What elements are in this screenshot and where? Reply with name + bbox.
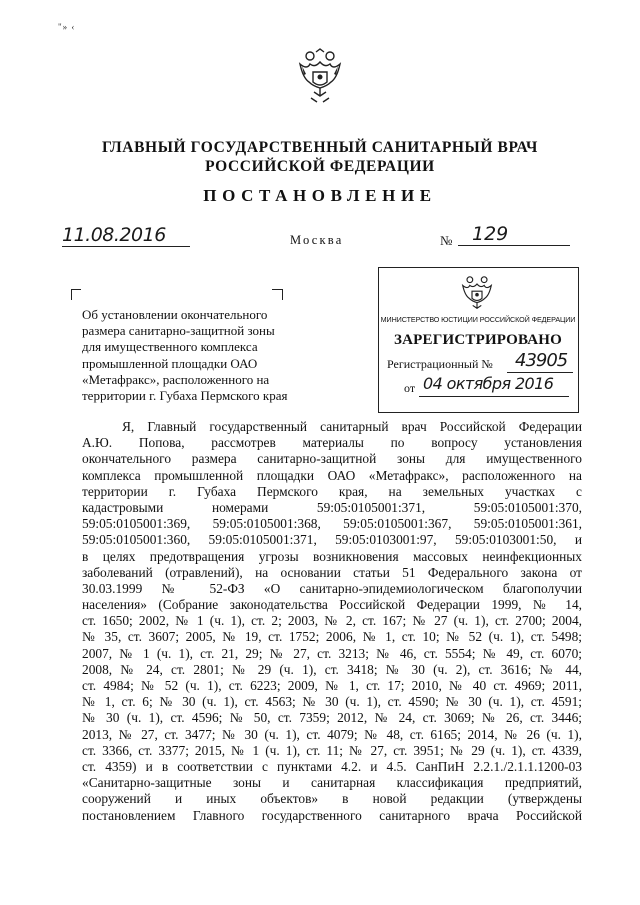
document-city: Москва bbox=[290, 233, 344, 247]
coat-of-arms-emblem-icon bbox=[297, 48, 343, 104]
stamp-reg-number: 43905 bbox=[515, 350, 568, 371]
document-number-label: № bbox=[440, 233, 453, 248]
body-line: ст. 3366, ст. 3377; 2015, № 1 (ч. 1), ст. 11; № 27, ст. 3951; № 29 (ч. 1), ст. 4339, bbox=[82, 742, 582, 758]
registration-stamp bbox=[378, 267, 579, 413]
subject-line: «Метафракс», расположенного на bbox=[82, 371, 270, 387]
body-line: населения» (Собрание законодательства Российской Федерации 1999, № 14, bbox=[82, 597, 582, 613]
body-line: 2008, № 24, ст. 2801; № 29 (ч. 1), ст. 3418; № 30 (ч. 2), ст. 3616; № 44, bbox=[82, 661, 582, 677]
subject-line: для имущественного комплекса bbox=[82, 339, 258, 355]
body-line: территории г. Губаха Пермского края, на земельных участках с bbox=[82, 483, 582, 499]
body-line: ст. 4359) и в соответствии с пунктами 4.2. и 4.5. СанПиН 2.2.1./2.1.1.1200-03 bbox=[82, 758, 582, 774]
body-line: окончательного размера санитарно-защитной зоны для имущественного bbox=[82, 451, 582, 467]
body-line: ст. 1650; 2002, № 1 (ч. 1), ст. 2; 2003, № 2, ст. 167; № 27 (ч. 1), ст. 2700; 2004, bbox=[82, 613, 582, 629]
subject-line: размера санитарно-защитной зоны bbox=[82, 323, 275, 339]
stamp-reg-date: 04 октября 2016 bbox=[423, 374, 554, 393]
subject-line: Об установлении окончательного bbox=[82, 307, 268, 322]
authority-title-line2: РОССИЙСКОЙ ФЕДЕРАЦИИ bbox=[205, 158, 435, 175]
body-line: в целях предотвращения угрозы возникновения массовых неинфекционных bbox=[82, 548, 582, 564]
body-line: № 35, ст. 3607; 2005, № 19, ст. 1752; 2006, № 1, ст. 10; № 52 (ч. 1), ст. 5498; bbox=[82, 629, 582, 645]
stamp-emblem-icon bbox=[460, 274, 494, 314]
stamp-date-underline bbox=[419, 396, 569, 397]
body-line: Я, Главный государственный санитарный врач Российской Федерации bbox=[122, 419, 582, 434]
authority-title-line1: ГЛАВНЫЙ ГОСУДАРСТВЕННЫЙ САНИТАРНЫЙ ВРАЧ bbox=[102, 139, 538, 156]
stamp-number-underline bbox=[507, 372, 573, 373]
body-line: «Санитарно-защитные зоны и санитарная классификация предприятий, bbox=[82, 775, 582, 791]
subject-bracket-left bbox=[71, 289, 81, 300]
stamp-registered-label: ЗАРЕГИСТРИРОВАНО bbox=[394, 332, 562, 348]
subject-line: территории г. Губаха Пермского края bbox=[82, 388, 288, 404]
subject-line: промышленной площадки ОАО bbox=[82, 355, 258, 371]
document-number: 129 bbox=[458, 223, 570, 246]
body-line: сооружений и иных объектов» в новой редакции (утверждены bbox=[82, 791, 582, 807]
body-line: 2007, № 1 (ч. 1), ст. 21, 29; № 27, ст. 3213; № 46, ст. 5554; № 49, ст. 6070; bbox=[82, 645, 582, 661]
body-line: № 1, ст. 6; № 30 (ч. 1), ст. 4563; № 30 (ч. 1), ст. 4590; № 30 (ч. 1), ст. 4591; bbox=[82, 694, 582, 710]
stamp-from-label: от bbox=[404, 381, 416, 395]
body-line: А.Ю. Попова, рассмотрев материалы по вопросу установления bbox=[82, 435, 582, 451]
body-line: ст. 4984; № 52 (ч. 1), ст. 6223; 2009, № 1, ст. 17; 2010, № 40 ст. 4969; 2011, bbox=[82, 678, 582, 693]
body-line: заболеваний (отравлений), на основании статьи 51 Федерального закона от bbox=[82, 564, 582, 580]
body-line: кадастровыми номерами 59:05:0105001:371, 59:05:0105001:370, bbox=[82, 499, 582, 515]
document-subject bbox=[82, 307, 322, 404]
stamp-reg-number-label: Регистрационный № bbox=[387, 357, 493, 371]
body-line: 59:05:0105001:360, 59:05:0105001:371, 59:05:0103001:97, 59:05:0103001:50, и bbox=[82, 532, 582, 548]
corner-mark: "» ‹ bbox=[58, 22, 76, 32]
body-line: комплекса промышленной площадки ОАО «Метафракс», расположенного на bbox=[82, 467, 582, 483]
body-line: 30.03.1999 № 52-ФЗ «О санитарно-эпидемиологическом благополучии bbox=[82, 580, 582, 596]
subject-bracket-right bbox=[272, 289, 283, 300]
stamp-ministry-name: МИНИСТЕРСТВО ЮСТИЦИИ РОССИЙСКОЙ ФЕДЕРАЦИИ bbox=[380, 315, 576, 324]
body-line: постановлением Главного государственного санитарного врача Российской bbox=[82, 807, 582, 823]
body-line: 2013, № 27, ст. 3477; № 30 (ч. 1), ст. 4079; № 48, ст. 6165; 2014, № 26 (ч. 1), bbox=[82, 726, 582, 742]
document-date: 11.08.2016 bbox=[62, 224, 190, 247]
body-line: 59:05:0105001:369, 59:05:0105001:368, 59:05:0105001:367, 59:05:0105001:361, bbox=[82, 516, 582, 532]
document-type-title: ПОСТАНОВЛЕНИЕ bbox=[203, 186, 437, 205]
preamble-text bbox=[82, 419, 582, 824]
body-line: № 30 (ч. 1), ст. 4596; № 50, ст. 7359; 2012, № 24, ст. 3069; № 26, ст. 3446; bbox=[82, 710, 582, 726]
